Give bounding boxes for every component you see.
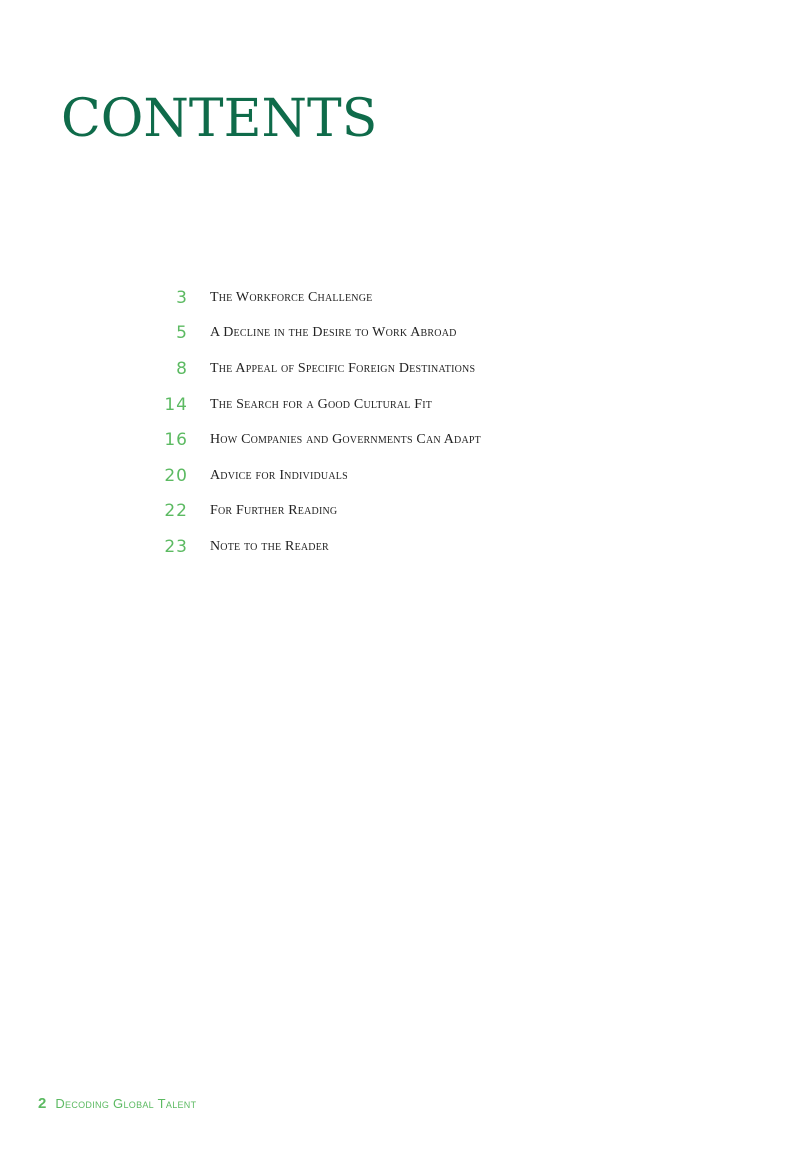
toc-page-number: 3 — [176, 287, 188, 308]
toc-entry[interactable] — [150, 351, 710, 387]
toc-entry-title[interactable]: The Search for a Good Cultural Fit — [210, 396, 433, 412]
toc-page-number: 5 — [176, 323, 188, 344]
toc-entry[interactable] — [150, 280, 710, 316]
footer-page-number: 2 — [38, 1095, 47, 1112]
toc-page-number: 20 — [164, 465, 188, 486]
toc-entry-title[interactable]: How Companies and Governments Can Adapt — [210, 432, 481, 448]
page-footer — [38, 1095, 196, 1112]
toc-entry[interactable] — [150, 458, 710, 494]
toc-entry-title[interactable]: A Decline in the Desire to Work Abroad — [210, 325, 457, 341]
page-title: CONTENTS — [61, 89, 378, 149]
toc-entry[interactable] — [150, 387, 710, 423]
toc-page-number: 23 — [164, 536, 188, 557]
toc-entry[interactable] — [150, 422, 710, 458]
toc-page-number: 16 — [164, 430, 188, 451]
table-of-contents — [150, 280, 710, 565]
toc-entry-title[interactable]: For Further Reading — [210, 503, 338, 519]
toc-entry-title[interactable]: The Workforce Challenge — [210, 289, 373, 305]
toc-entry-title[interactable]: The Appeal of Specific Foreign Destinations — [210, 360, 476, 376]
toc-page-number: 22 — [164, 501, 188, 522]
toc-entry[interactable] — [150, 529, 710, 565]
toc-page-number: 8 — [176, 358, 188, 379]
toc-entry-title[interactable]: Note to the Reader — [210, 538, 329, 554]
toc-entry[interactable] — [150, 494, 710, 530]
toc-entry-title[interactable]: Advice for Individuals — [210, 467, 348, 483]
footer-publication-title: Decoding Global Talent — [55, 1096, 197, 1111]
toc-entry[interactable] — [150, 316, 710, 352]
toc-page-number: 14 — [164, 394, 188, 415]
